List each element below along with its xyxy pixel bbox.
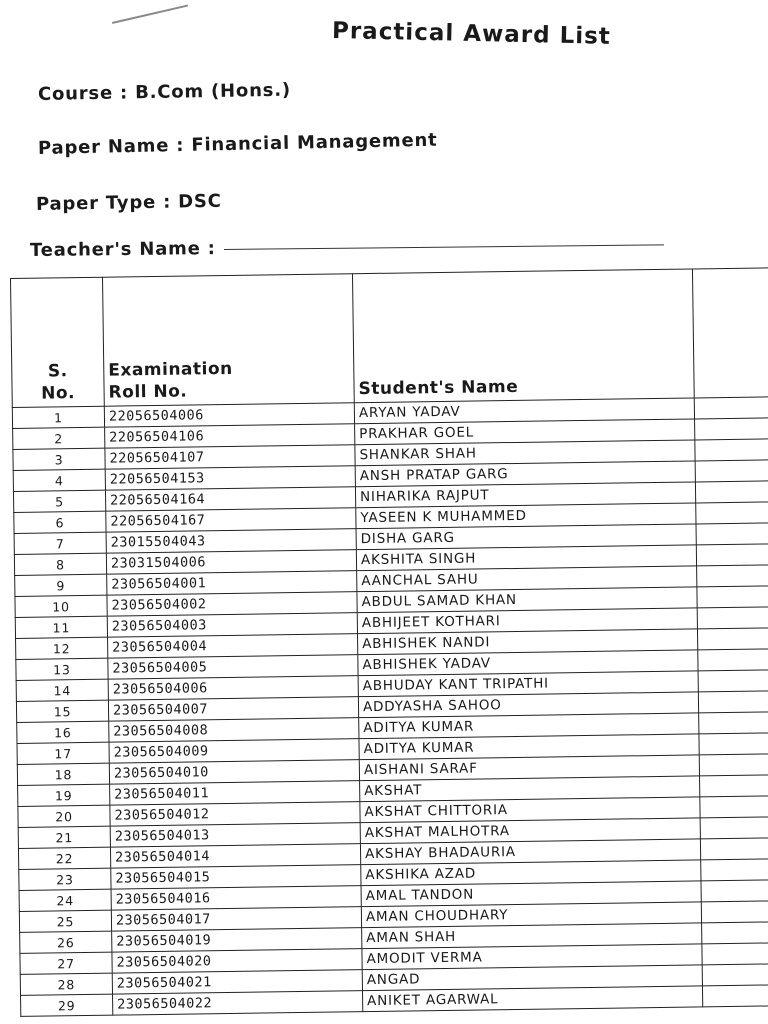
blank-cell [701, 879, 768, 902]
blank-cell [702, 984, 768, 1007]
column-header-name: Student's Name [352, 269, 694, 403]
student-name-cell: ADITYA KUMAR [359, 734, 699, 760]
roll-number-cell: 22056504153 [105, 466, 355, 490]
serial-number-cell: 11 [15, 616, 107, 638]
blank-cell [699, 753, 768, 776]
student-name-cell: AKSHITA SINGH [356, 545, 696, 571]
column-header-blank [692, 267, 768, 398]
blank-cell [696, 501, 768, 524]
serial-number-cell: 26 [20, 931, 112, 953]
award-list-table-wrapper [10, 267, 768, 1018]
student-name-cell: AMODIT VERMA [362, 944, 702, 970]
column-header-sno-line1: S. [47, 361, 68, 382]
roll-number-cell: 23056504002 [107, 592, 357, 616]
serial-number-cell: 5 [13, 490, 105, 512]
student-name-cell: ABHUDAY KANT TRIPATHI [358, 671, 698, 697]
roll-number-cell: 22056504106 [105, 424, 355, 448]
serial-number-cell: 22 [18, 847, 110, 869]
student-name-cell: SHANKAR SHAH [355, 440, 695, 466]
blank-cell [700, 774, 768, 797]
column-header-roll-line1: Examination [108, 358, 233, 381]
student-name-cell: ABHISHEK NANDI [357, 629, 697, 655]
serial-number-cell: 29 [21, 994, 113, 1016]
blank-cell [698, 669, 768, 692]
student-name-cell: ABHISHEK YADAV [358, 650, 698, 676]
serial-number-cell: 9 [15, 574, 107, 596]
roll-number-cell: 23056504014 [110, 844, 360, 868]
student-name-cell: AKSHAY BHADAURIA [360, 839, 700, 865]
blank-cell [700, 795, 768, 818]
blank-cell [695, 459, 768, 482]
student-name-cell: AKSHAT MALHOTRA [360, 818, 700, 844]
serial-number-cell: 18 [17, 763, 109, 785]
roll-number-cell: 23056504020 [112, 949, 362, 973]
column-header-roll [102, 274, 354, 406]
student-name-cell: AMAN CHOUDHARY [361, 902, 701, 928]
student-name-cell: ANSH PRATAP GARG [355, 461, 695, 487]
blank-cell [700, 837, 768, 860]
serial-number-cell: 2 [13, 427, 105, 449]
blank-cell [698, 690, 768, 713]
column-header-sno-line2: No. [41, 383, 76, 404]
blank-cell [699, 711, 768, 734]
blank-cell [697, 585, 768, 608]
table-body [12, 396, 768, 1016]
student-name-cell: ANIKET AGARWAL [362, 986, 702, 1012]
student-name-cell: AISHANI SARAF [359, 755, 699, 781]
blank-cell [702, 921, 768, 944]
student-name-cell: AANCHAL SAHU [357, 566, 697, 592]
roll-number-cell: 23056504007 [108, 697, 358, 721]
serial-number-cell: 13 [16, 658, 108, 680]
serial-number-cell: 23 [19, 868, 111, 890]
blank-cell [700, 816, 768, 839]
roll-number-cell: 23031504006 [106, 550, 356, 574]
pen-mark [112, 4, 188, 23]
roll-number-cell: 23056504011 [110, 781, 360, 805]
roll-number-cell: 23056504013 [110, 823, 360, 847]
serial-number-cell: 15 [16, 700, 108, 722]
student-name-cell: NIHARIKA RAJPUT [355, 482, 695, 508]
column-header-sno [11, 277, 105, 407]
student-name-cell: AKSHAT [360, 776, 700, 802]
table-header-row [11, 267, 768, 407]
student-name-cell: AKSHIKA AZAD [361, 860, 701, 886]
serial-number-cell: 19 [18, 784, 110, 806]
roll-number-cell: 23056504008 [109, 718, 359, 742]
roll-number-cell: 23056504017 [111, 907, 361, 931]
serial-number-cell: 25 [19, 910, 111, 932]
blank-cell [698, 648, 768, 671]
roll-number-cell: 23056504022 [113, 991, 363, 1015]
course-field: Course : B.Com (Hons.) [37, 79, 292, 105]
paper-type-field: Paper Type : DSC [35, 190, 222, 215]
roll-number-cell: 22056504164 [105, 487, 355, 511]
teacher-name-label: Teacher's Name : [29, 238, 216, 261]
serial-number-cell: 14 [16, 679, 108, 701]
blank-cell [695, 438, 768, 461]
roll-number-cell: 23056504006 [108, 676, 358, 700]
roll-number-cell: 23056504001 [107, 571, 357, 595]
blank-cell [696, 543, 768, 566]
roll-number-cell: 23056504004 [108, 634, 358, 658]
roll-number-cell: 23056504009 [109, 739, 359, 763]
roll-number-cell: 22056504006 [104, 403, 354, 427]
serial-number-cell: 4 [13, 469, 105, 491]
student-name-cell: AKSHAT CHITTORIA [360, 797, 700, 823]
serial-number-cell: 24 [19, 889, 111, 911]
blank-cell [702, 963, 768, 986]
serial-number-cell: 27 [20, 952, 112, 974]
blank-cell [701, 900, 768, 923]
roll-number-cell: 23056504019 [112, 928, 362, 952]
blank-cell [701, 858, 768, 881]
student-name-cell: YASEEN K MUHAMMED [356, 503, 696, 529]
serial-number-cell: 6 [14, 511, 106, 533]
student-name-cell: ARYAN YADAV [354, 398, 694, 424]
serial-number-cell: 16 [17, 721, 109, 743]
student-name-cell: ANGAD [362, 965, 702, 991]
blank-cell [697, 606, 768, 629]
student-name-cell: DISHA GARG [356, 524, 696, 550]
student-name-cell: ABHIJEET KOTHARI [357, 608, 697, 634]
blank-cell [699, 732, 768, 755]
student-name-cell: ADDYASHA SAHOO [358, 692, 698, 718]
blank-cell [695, 480, 768, 503]
blank-cell [694, 396, 768, 419]
roll-number-cell: 23056504010 [109, 760, 359, 784]
roll-number-cell: 23056504016 [111, 886, 361, 910]
serial-number-cell: 21 [18, 826, 110, 848]
student-name-cell: ABDUL SAMAD KHAN [357, 587, 697, 613]
page-title: Practical Award List [331, 18, 612, 50]
blank-cell [702, 942, 768, 965]
roll-number-cell: 23056504021 [112, 970, 362, 994]
student-name-cell: AMAL TANDON [361, 881, 701, 907]
roll-number-cell: 22056504107 [105, 445, 355, 469]
award-list-table [10, 267, 768, 1017]
serial-number-cell: 3 [13, 448, 105, 470]
roll-number-cell: 23056504005 [108, 655, 358, 679]
blank-cell [696, 522, 768, 545]
blank-cell [697, 627, 768, 650]
roll-number-cell: 22056504167 [106, 508, 356, 532]
student-name-cell: ADITYA KUMAR [359, 713, 699, 739]
blank-cell [695, 417, 768, 440]
teacher-name-field [30, 233, 664, 261]
serial-number-cell: 10 [15, 595, 107, 617]
serial-number-cell: 8 [14, 553, 106, 575]
serial-number-cell: 1 [12, 406, 104, 428]
roll-number-cell: 23015504043 [106, 529, 356, 553]
serial-number-cell: 12 [16, 637, 108, 659]
serial-number-cell: 20 [18, 805, 110, 827]
paper-name-field: Paper Name : Financial Management [37, 129, 438, 159]
roll-number-cell: 23056504015 [111, 865, 361, 889]
serial-number-cell: 7 [14, 532, 106, 554]
column-header-roll-line2: Roll No. [108, 381, 188, 403]
blank-cell [697, 564, 768, 587]
roll-number-cell: 23056504003 [107, 613, 357, 637]
serial-number-cell: 17 [17, 742, 109, 764]
student-name-cell: PRAKHAR GOEL [355, 419, 695, 445]
roll-number-cell: 23056504012 [110, 802, 360, 826]
student-name-cell: AMAN SHAH [362, 923, 702, 949]
teacher-name-blank-line [224, 243, 664, 250]
serial-number-cell: 28 [20, 973, 112, 995]
